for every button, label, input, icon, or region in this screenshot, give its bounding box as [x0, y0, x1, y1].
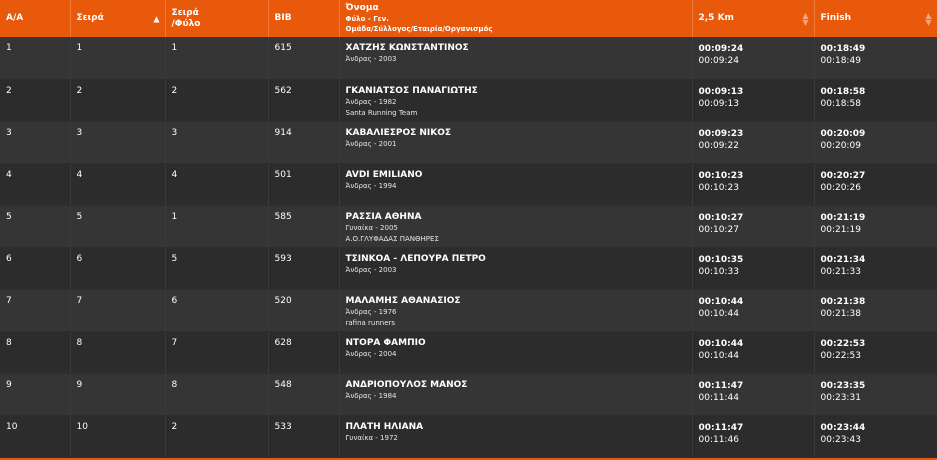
sort-asc-icon[interactable]: ▲: [153, 14, 160, 23]
table-row[interactable]: [0, 289, 937, 331]
table-row[interactable]: [0, 205, 937, 247]
cell-name: [339, 289, 692, 331]
cell-bib: 914: [268, 121, 339, 163]
finish-time: 00:22:53: [820, 338, 866, 349]
cell-bib: 548: [268, 373, 339, 415]
cell-seira-fylo: 6: [165, 289, 268, 331]
cell-aa: 1: [0, 37, 70, 79]
finish-time: 00:23:44: [820, 422, 866, 433]
finish-time: 00:21:19: [820, 212, 866, 223]
finish-time-net: 00:18:49: [820, 56, 861, 66]
finish-time: 00:20:09: [820, 128, 866, 139]
cell-bib: 593: [268, 247, 339, 289]
split-time-net: 00:10:23: [698, 182, 739, 193]
finish-time-net: 00:20:09: [820, 140, 861, 151]
cell-seira-fylo: 2: [165, 415, 268, 457]
runner-gender-year: Άνδρας - 2004: [345, 349, 397, 358]
cell-seira: 9: [70, 373, 165, 415]
cell-seira: 5: [70, 205, 165, 247]
finish-time-net: 00:21:19: [820, 224, 861, 235]
split-time: 00:09:13: [698, 86, 744, 97]
cell-bib: 501: [268, 163, 339, 205]
cell-seira-fylo: 5: [165, 247, 268, 289]
runner-gender-year: Άνδρας - 1984: [345, 391, 397, 400]
cell-seira-fylo: 7: [165, 331, 268, 373]
finish-time: 00:21:38: [820, 296, 866, 307]
cell-seira: 2: [70, 79, 165, 121]
cell-seira-fylo: 1: [165, 37, 268, 79]
runner-gender-year: Γυναίκα - 1972: [345, 433, 398, 442]
split-time: 00:10:44: [698, 338, 744, 349]
finish-time-net: 00:20:26: [820, 182, 861, 193]
finish-time: 00:18:49: [820, 44, 866, 54]
column-header-split[interactable]: 2,5 Km ▲ ▼: [692, 0, 814, 37]
runner-name[interactable]: ΧΑΤΖΗΣ ΚΩΝΣΤΑΝΤΙΝΟΣ: [345, 43, 469, 53]
cell-aa: 3: [0, 121, 70, 163]
cell-seira-fylo: 4: [165, 163, 268, 205]
finish-time-net: 00:22:53: [820, 350, 861, 361]
split-time-net: 00:10:27: [698, 224, 739, 235]
split-time: 00:10:23: [698, 170, 744, 181]
split-time: 00:10:27: [698, 212, 744, 223]
finish-time: 00:23:35: [820, 380, 866, 391]
finish-time-net: 00:18:58: [820, 98, 861, 109]
cell-split: [692, 331, 814, 373]
cell-bib: 520: [268, 289, 339, 331]
cell-finish: [814, 247, 937, 289]
runner-name[interactable]: ΓΚΑΝΙΑΤΣΟΣ ΠΑΝΑΓΙΩΤΗΣ: [345, 85, 478, 96]
cell-name: [339, 79, 692, 121]
runner-gender-year: Άνδρας - 1994: [345, 181, 397, 190]
cell-aa: 4: [0, 163, 70, 205]
cell-bib: 562: [268, 79, 339, 121]
cell-split: [692, 373, 814, 415]
cell-seira: 4: [70, 163, 165, 205]
finish-time: 00:21:34: [820, 254, 866, 265]
column-header-name[interactable]: Όνομα Φύλο - Γεν. Ομάδα/Σύλλογος/Εταιρία/Οργανισμός: [339, 0, 692, 37]
runner-name[interactable]: ΡΑΣΣΙΑ ΑΘΗΝΑ: [345, 211, 422, 222]
split-time-net: 00:09:13: [698, 98, 739, 109]
cell-finish: [814, 79, 937, 121]
split-time-net: 00:10:44: [698, 308, 739, 319]
cell-split: [692, 415, 814, 457]
runner-gender-year: Άνδρας - 2001: [345, 139, 397, 148]
column-header-bib[interactable]: BIB: [268, 0, 339, 37]
runner-gender-year: Άνδρας - 2003: [345, 265, 397, 274]
cell-seira: 8: [70, 331, 165, 373]
finish-time: 00:20:27: [820, 170, 866, 181]
cell-finish: [814, 331, 937, 373]
cell-split: [692, 247, 814, 289]
cell-aa: 6: [0, 247, 70, 289]
runner-name[interactable]: ΑΝΔΡΙΟΠΟΥΛΟΣ ΜΑΝΟΣ: [345, 379, 468, 390]
split-time-net: 00:11:44: [698, 392, 739, 403]
runner-name[interactable]: ΝΤΟΡΑ ΦΑΜΠΙΟ: [345, 337, 426, 348]
runner-name[interactable]: ΤΣΙΝΚΟΑ - ΛΕΠΟΥΡΑ ΠΕΤΡΟ: [345, 253, 486, 264]
cell-split: [692, 79, 814, 121]
cell-seira: 10: [70, 415, 165, 457]
column-header-finish[interactable]: Finish ▲ ▼: [814, 0, 937, 37]
cell-split: [692, 205, 814, 247]
finish-time-net: 00:23:43: [820, 434, 861, 445]
table-row[interactable]: [0, 247, 937, 289]
sort-both-icon[interactable]: ▲ ▼: [925, 10, 932, 27]
cell-bib: 615: [268, 37, 339, 79]
runner-name[interactable]: AVDI EMILIANO: [345, 169, 423, 180]
runner-team: Santa Running Team: [345, 108, 418, 117]
finish-time: 00:18:58: [820, 86, 866, 97]
split-time: 00:11:47: [698, 422, 744, 433]
cell-split: [692, 37, 814, 79]
table-row[interactable]: [0, 37, 937, 79]
cell-name: [339, 205, 692, 247]
cell-aa: 9: [0, 373, 70, 415]
cell-finish: [814, 37, 937, 79]
runner-team: Α.Ο.ΓΛΥΦΑΔΑΣ ΠΑΝΘΗΡΕΣ: [345, 234, 439, 243]
split-time: 00:10:44: [698, 296, 744, 307]
cell-split: [692, 289, 814, 331]
cell-split: [692, 121, 814, 163]
cell-finish: [814, 163, 937, 205]
results-body: [0, 37, 937, 457]
cell-bib: 533: [268, 415, 339, 457]
finish-time-net: 00:23:31: [820, 392, 861, 403]
table-row[interactable]: [0, 331, 937, 373]
finish-time-net: 00:21:38: [820, 308, 861, 319]
table-row[interactable]: [0, 79, 937, 121]
split-time: 00:10:35: [698, 254, 744, 265]
cell-aa: 2: [0, 79, 70, 121]
cell-aa: 5: [0, 205, 70, 247]
runner-gender-year: Άνδρας - 1976: [345, 307, 397, 316]
runner-gender-year: Άνδρας - 2003: [345, 55, 397, 63]
cell-name: [339, 37, 692, 79]
cell-name: [339, 331, 692, 373]
sort-both-icon[interactable]: ▲ ▼: [802, 10, 809, 27]
cell-finish: [814, 415, 937, 457]
cell-aa: 10: [0, 415, 70, 457]
runner-name[interactable]: ΠΛΑΤΗ ΗΛΙΑΝΑ: [345, 421, 424, 432]
cell-name: [339, 415, 692, 457]
runner-gender-year: Άνδρας - 1982: [345, 97, 397, 106]
table-row[interactable]: [0, 163, 937, 205]
table-row[interactable]: [0, 121, 937, 163]
column-header-seira[interactable]: Σειρά ▲: [70, 0, 165, 37]
runner-name[interactable]: ΜΑΛΑΜΗΣ ΑΘΑΝΑΣΙΟΣ: [345, 295, 461, 306]
cell-finish: [814, 373, 937, 415]
cell-finish: [814, 121, 937, 163]
cell-seira: 1: [70, 37, 165, 79]
column-header-aa[interactable]: Α/Α: [0, 0, 70, 37]
split-time-net: 00:10:44: [698, 350, 739, 361]
cell-bib: 628: [268, 331, 339, 373]
cell-seira-fylo: 2: [165, 79, 268, 121]
cell-seira-fylo: 1: [165, 205, 268, 247]
runner-gender-year: Γυναίκα - 2005: [345, 223, 398, 232]
cell-seira-fylo: 3: [165, 121, 268, 163]
split-time-net: 00:09:24: [698, 56, 739, 66]
split-time-net: 00:09:22: [698, 140, 739, 151]
cell-name: [339, 247, 692, 289]
table-header-row: [0, 0, 937, 37]
cell-finish: [814, 205, 937, 247]
cell-name: [339, 163, 692, 205]
cell-split: [692, 163, 814, 205]
column-header-seira-fylo[interactable]: Σειρά /Φύλο: [165, 0, 268, 37]
cell-bib: 585: [268, 205, 339, 247]
split-time: 00:11:47: [698, 380, 744, 391]
cell-seira: 6: [70, 247, 165, 289]
split-time-net: 00:10:33: [698, 266, 739, 277]
table-row[interactable]: [0, 373, 937, 415]
runner-team: rafina runners: [345, 318, 396, 327]
split-time-net: 00:11:46: [698, 434, 739, 445]
cell-seira: 3: [70, 121, 165, 163]
table-row[interactable]: [0, 415, 937, 457]
cell-seira-fylo: 8: [165, 373, 268, 415]
finish-time-net: 00:21:33: [820, 266, 861, 277]
cell-name: [339, 373, 692, 415]
cell-seira: 7: [70, 289, 165, 331]
cell-aa: 7: [0, 289, 70, 331]
runner-name[interactable]: ΚΑΒΑΛΙΕΣΡΟΣ ΝΙΚΟΣ: [345, 127, 452, 138]
cell-name: [339, 121, 692, 163]
split-time: 00:09:24: [698, 44, 744, 54]
split-time: 00:09:23: [698, 128, 744, 139]
cell-aa: 8: [0, 331, 70, 373]
cell-finish: [814, 289, 937, 331]
